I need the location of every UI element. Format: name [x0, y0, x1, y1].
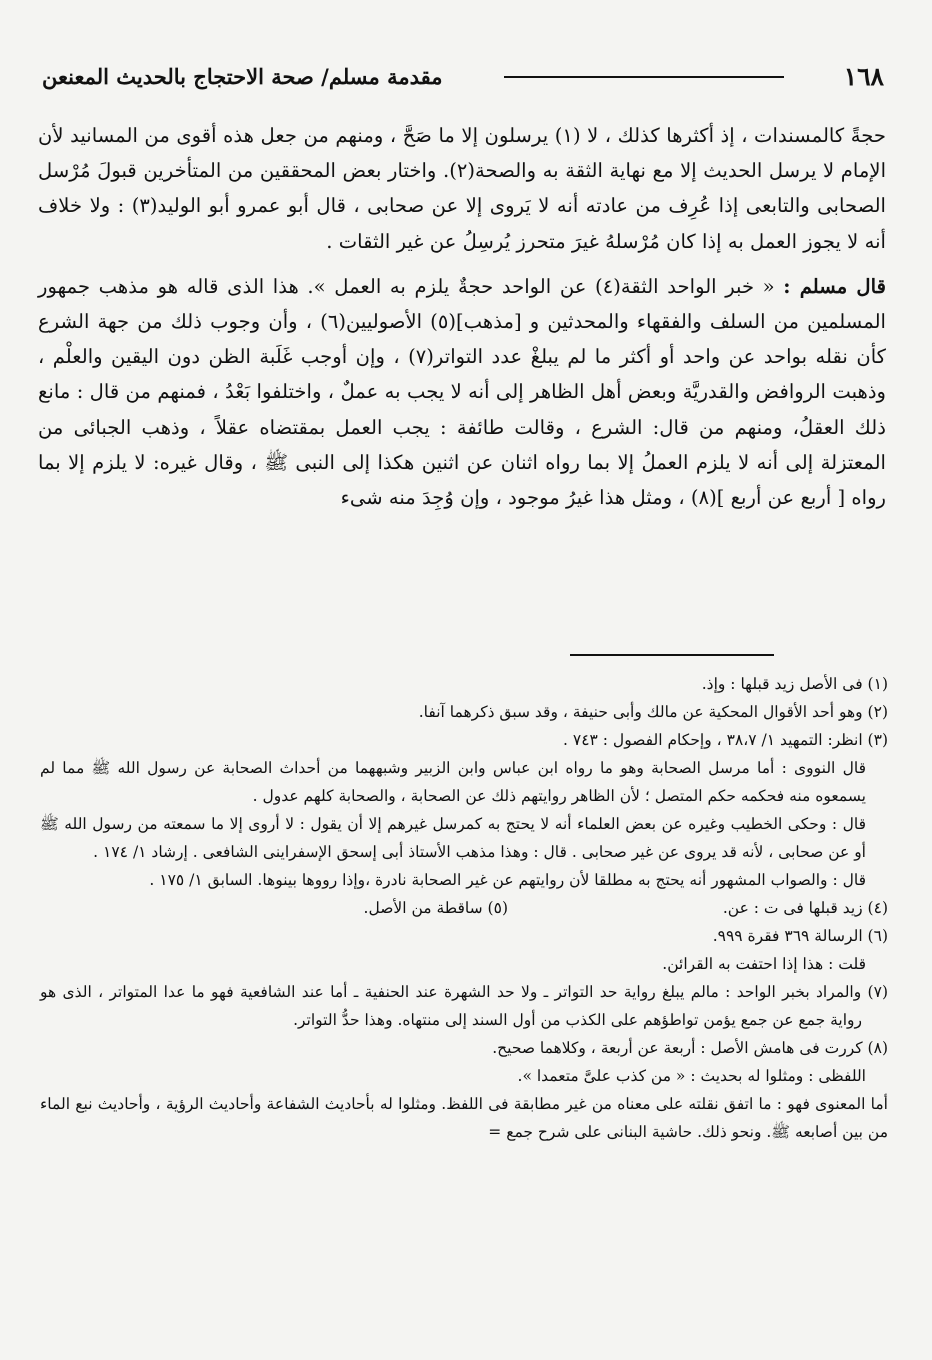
footnote-1: (١) فى الأصل زيد قبلها : وإذ.	[701, 675, 888, 693]
footnote-8-note-1: اللفظى : ومثلوا له بحديث : « من كذب علىَّ متعمدا ».	[517, 1067, 866, 1085]
footnote-6: (٦) الرسالة ٣٦٩ فقرة ٩٩٩.	[712, 927, 888, 945]
footnote-3-note-3: قال : والصواب المشهور أنه يحتج به مطلقا لأن روايتهم عن غير الصحابة نادرة ،وإذا رووها بينوها. السابق ١/ ١٧٥ .	[149, 871, 866, 889]
paragraph-2-lead: قال مسلم :	[783, 274, 886, 298]
footnote-3-note-2: قال : وحكى الخطيب وغيره عن بعض العلماء أنه لا يحتج به كمرسل غيرهم إلا أن يقول : لا أروى إلا ما سمعته من رسول الله ﷺ أو عن صحابى ، لأنه قد يروى عن غير صحابى . قال : وهذا مذهب الأستاذ أبى إسحق الإسفراينى الشافعى . إرشاد ١/ ١٧٤ .	[40, 815, 866, 861]
paragraph-2	[38, 269, 886, 515]
page-number: ١٦٨	[843, 62, 884, 91]
footnote-4: (٤) زيد قبلها فى ت : عن.	[722, 899, 888, 917]
footnote-2: (٢) وهو أحد الأقوال المحكية عن مالك وأبى حنيفة ، وقد سبق ذكرهما آنفا.	[418, 703, 888, 721]
footnote-5: (٥) ساقطة من الأصل.	[363, 899, 508, 917]
footnotes	[40, 670, 888, 1146]
footnote-8: (٨) كررت فى هامش الأصل : أربعة عن أربعة ، وكلاهما صحيح.	[492, 1039, 888, 1057]
footnote-4-5-row	[40, 894, 888, 922]
page-header	[42, 62, 884, 102]
header-rule	[504, 76, 784, 78]
footnote-6-note: قلت : هذا إذا احتفت به القرائن.	[662, 955, 866, 973]
running-title: مقدمة مسلم/ صحة الاحتجاج بالحديث المعنعن	[42, 64, 443, 89]
paragraph-2-text: « خبر الواحد الثقة(٤) عن الواحد حجةٌ يلزم به العمل ». هذا الذى قاله هو مذهب جمهور المسلمين من السلف والفقهاء والمحدثين و [مذهب](٥) الأصوليين(٦) ، وأن وجوب ذلك من جهة الشرع كأن نقله بواحد عن واحد أو أكثر ما لم يبلغْ عدد التواتر(٧) ، وإن أوجب غَلَبة الظن دون اليقين والعلْم ، وذهبت الروافض والقدريَّة وبعض أهل الظاهر إلى أنه لا يجب به عملٌ ، واختلفوا بَعْدُ ، فمنهم من قال : مانع ذلك العقلُ، ومنهم من قال: الشرع ، وقالت طائفة : يجب العمل بمقتضاه عقلاً ، وذهب الجبائى من المعتزلة إلى أنه لا يلزم العملُ إلا بما رواه اثنان عن اثنين هكذا إلى النبى ﷺ ، وقال غيره: لا يلزم إلا بما رواه [ أربع عن أربع ](٨) ، ومثل هذا غيرُ موجود ، وإن وُجِدَ منه شىء	[38, 274, 887, 510]
footnote-7: (٧) والمراد بخبر الواحد : مالم يبلغ رواية حد التواتر ـ ولا حد الشهرة عند الحنفية ـ أما عند الشافعية فهو ما عدا المتواتر ، الذى هو رواية جمع عن جمع يؤمن تواطؤهم على الكذب من أول السند إلى منتهاه. وهذا حدُّ التواتر.	[40, 983, 888, 1029]
footnote-3-note-1: قال النووى : أما مرسل الصحابة وهو ما رواه ابن عباس وابن الزبير وشبههما من أحداث الصحابة عن رسول الله ﷺ مما لم يسمعوه منه فحكمه حكم المتصل ؛ لأن الظاهر روايتهم ذلك عن الصحابة ، والصحابة كلهم عدول .	[40, 759, 866, 805]
main-text	[38, 118, 886, 515]
footnote-separator	[570, 654, 774, 656]
footnote-8-note-2: أما المعنوى فهو : ما اتفق نقلته على معناه من غير مطابقة فى اللفظ. ومثلوا له بأحاديث الشفاعة وأحاديث الرؤية ، وأحاديث نبع الماء من بين أصابعه ﷺ. ونحو ذلك. حاشية البنانى على شرح جمع =	[40, 1095, 888, 1141]
paragraph-1: حجةً كالمسندات ، إذ أكثرها كذلك ، لا (١) يرسلون إلا ما صَحَّ ، ومنهم من جعل هذه أقوى من المسانيد لأن الإمام لا يرسل الحديث إلا مع نهاية الثقة به والصحة(٢). واختار بعض المحققين من المتأخرين قبولَ مُرْسل الصحابى والتابعى إذا عُرِف من عادته أنه لا يَروى إلا عن صحابى ، قال أبو عمرو أبو الوليد(٣) : ولا خلاف أنه لا يجوز العمل به إذا كان مُرْسلهُ غيرَ متحرز يُرسِلُ عن غير الثقات .	[38, 124, 887, 253]
footnote-3: (٣) انظر: التمهيد ١/ ٣٨،٧ ، وإحكام الفصول : ٧٤٣ .	[563, 731, 888, 749]
